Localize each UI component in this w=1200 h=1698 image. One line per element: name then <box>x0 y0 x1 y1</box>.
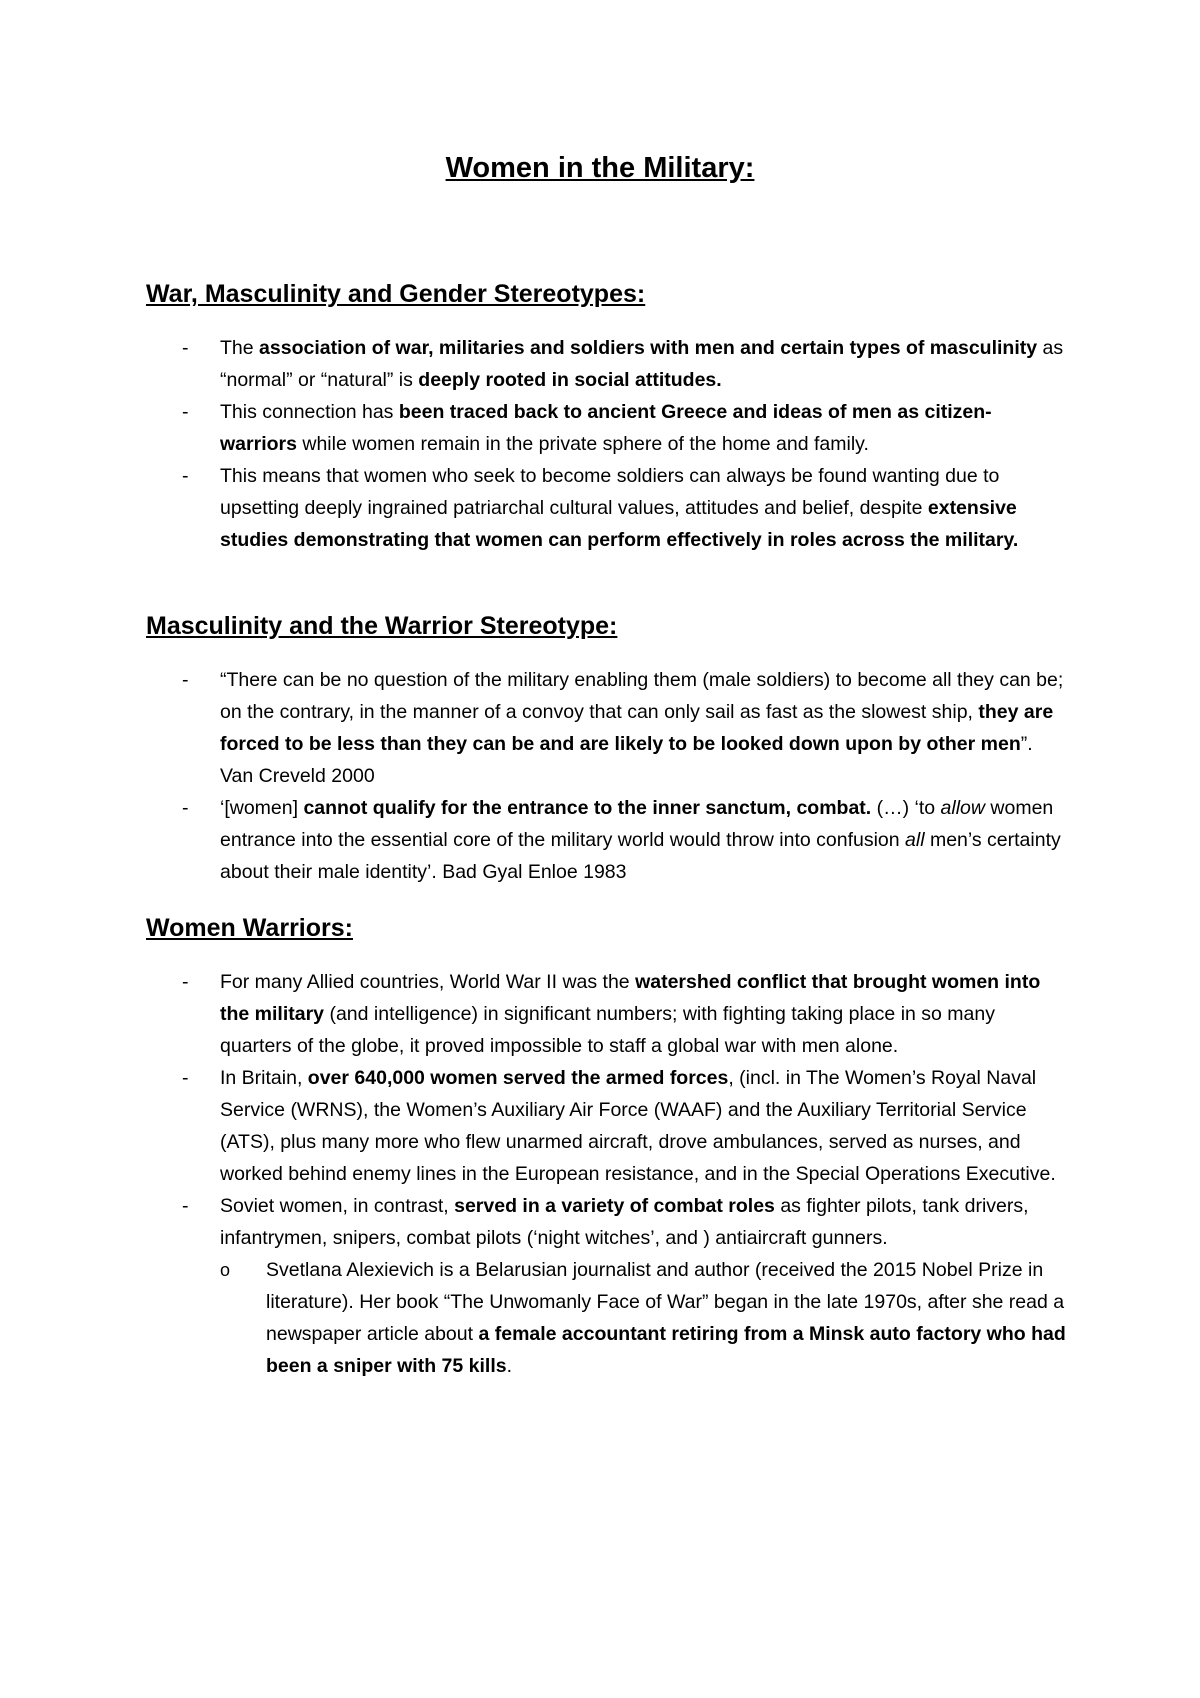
bullet-dash: - <box>182 797 189 819</box>
text-run: (and intelligence) in significant numbers; with fighting taking place in so many quarters of the globe, it proved impossible to staff a global war with men alone. <box>220 1003 995 1057</box>
bullet-list-women-warriors <box>146 966 1066 1382</box>
sub-bullet-list <box>220 1254 1066 1382</box>
list-item <box>146 1062 1066 1190</box>
text-run: they are forced to be less than they can be and are likely to be looked down upon by other men <box>220 701 1054 755</box>
text-run: men’s certainty about their male identity’. Bad Gyal Enloe 1983 <box>220 829 1061 883</box>
list-item <box>146 966 1066 1062</box>
text-run: while women remain in the private sphere of the home and family. <box>296 433 869 455</box>
bullet-text <box>220 337 1063 391</box>
bullet-text <box>220 1067 1056 1185</box>
list-item <box>146 332 1066 396</box>
bullet-dash: - <box>182 401 189 423</box>
bullet-text <box>220 465 1018 551</box>
text-run: In Britain, <box>220 1067 308 1089</box>
text-run: For many Allied countries, World War II was the <box>220 971 636 993</box>
text-run: (…) ‘to <box>871 797 941 819</box>
text-run: as fighter pilots, tank drivers, infantrymen, snipers, combat pilots (‘night witches’, and ) antiaircraft gunners. <box>220 1195 1029 1249</box>
text-run: ”. Van Creveld 2000 <box>220 733 1033 787</box>
text-run: all <box>905 829 925 851</box>
page-title: Women in the Military: <box>445 152 755 184</box>
list-item <box>146 792 1066 888</box>
bullet-dash: - <box>182 1195 189 1217</box>
text-run: association of war, militaries and soldiers with men and certain types of masculinity <box>259 337 1038 359</box>
text-run: . <box>506 1355 513 1377</box>
text-run: watershed conflict that brought women into the military <box>220 971 1041 1025</box>
text-run: cannot qualify for the entrance to the inner sanctum, combat. <box>303 797 872 819</box>
section-heading-women-warriors: Women Warriors: <box>146 914 353 942</box>
bullet-dash: - <box>182 465 189 487</box>
list-item <box>146 664 1066 792</box>
text-run: served in a variety of combat roles <box>454 1195 775 1217</box>
bullet-dash: - <box>182 337 189 359</box>
text-run: deeply rooted in social attitudes. <box>418 369 722 391</box>
text-run: extensive studies demonstrating that women can perform effectively in roles across the military. <box>220 497 1019 551</box>
text-run: women entrance into the essential core of the military world would throw into confusion <box>220 797 1054 851</box>
bullet-text <box>220 797 1061 883</box>
sub-bullet-circle: o <box>220 1260 231 1280</box>
text-run: over 640,000 women served the armed forces <box>307 1067 729 1089</box>
section-heading-warrior-stereotype: Masculinity and the Warrior Stereotype: <box>146 612 618 640</box>
text-run: Soviet women, in contrast, <box>220 1195 455 1217</box>
bullet-dash: - <box>182 971 189 993</box>
list-item <box>146 1190 1066 1382</box>
list-item <box>146 396 1066 460</box>
text-run: a female accountant retiring from a Minsk auto factory who had been a sniper with 75 kills <box>266 1323 1066 1377</box>
bullet-dash: - <box>182 1067 189 1089</box>
list-item <box>146 460 1066 556</box>
bullet-text <box>220 401 992 455</box>
section-heading-war-masculinity: War, Masculinity and Gender Stereotypes: <box>146 280 646 308</box>
text-run: “There can be no question of the military enabling them (male soldiers) to become all they can be; on the contrary, in the manner of a convoy that can only sail as fast as the slowest ship, <box>220 669 1064 723</box>
bullet-dash: - <box>182 669 189 691</box>
text-run: , (incl. in The Women’s Royal Naval Service (WRNS), the Women’s Auxiliary Air Force (WAAF) and the Auxiliary Territorial Service (ATS), plus many more who flew unarmed aircraft, drove ambulances, served as nurses, and worked behind enemy lines in the European resistance, and in the Special Operations Executive. <box>220 1067 1056 1185</box>
sub-list-item <box>220 1254 1066 1382</box>
text-run: allow <box>940 797 985 819</box>
text-run: This means that women who seek to become soldiers can always be found wanting due to upsetting deeply ingrained patriarchal cultural values, attitudes and belief, despite <box>220 465 1000 519</box>
text-run: Svetlana Alexievich is a Belarusian journalist and author (received the 2015 Nobel Prize in literature). Her book “The Unwomanly Face of War” began in the late 1970s, after she read a newspaper article about <box>266 1259 1065 1345</box>
text-run: The <box>220 337 260 359</box>
text-run: as “normal” or “natural” is <box>220 337 1064 391</box>
bullet-text <box>220 1195 1029 1249</box>
text-run: This connection has <box>220 401 399 423</box>
text-run: ‘[women] <box>220 797 304 819</box>
sub-bullet-text <box>266 1259 1066 1377</box>
bullet-text <box>220 971 1040 1057</box>
bullet-list-warrior-stereotype <box>146 664 1066 888</box>
bullet-list-war-masculinity <box>146 332 1066 556</box>
bullet-text <box>220 669 1063 787</box>
text-run: been traced back to ancient Greece and ideas of men as citizen-warriors <box>220 401 992 455</box>
